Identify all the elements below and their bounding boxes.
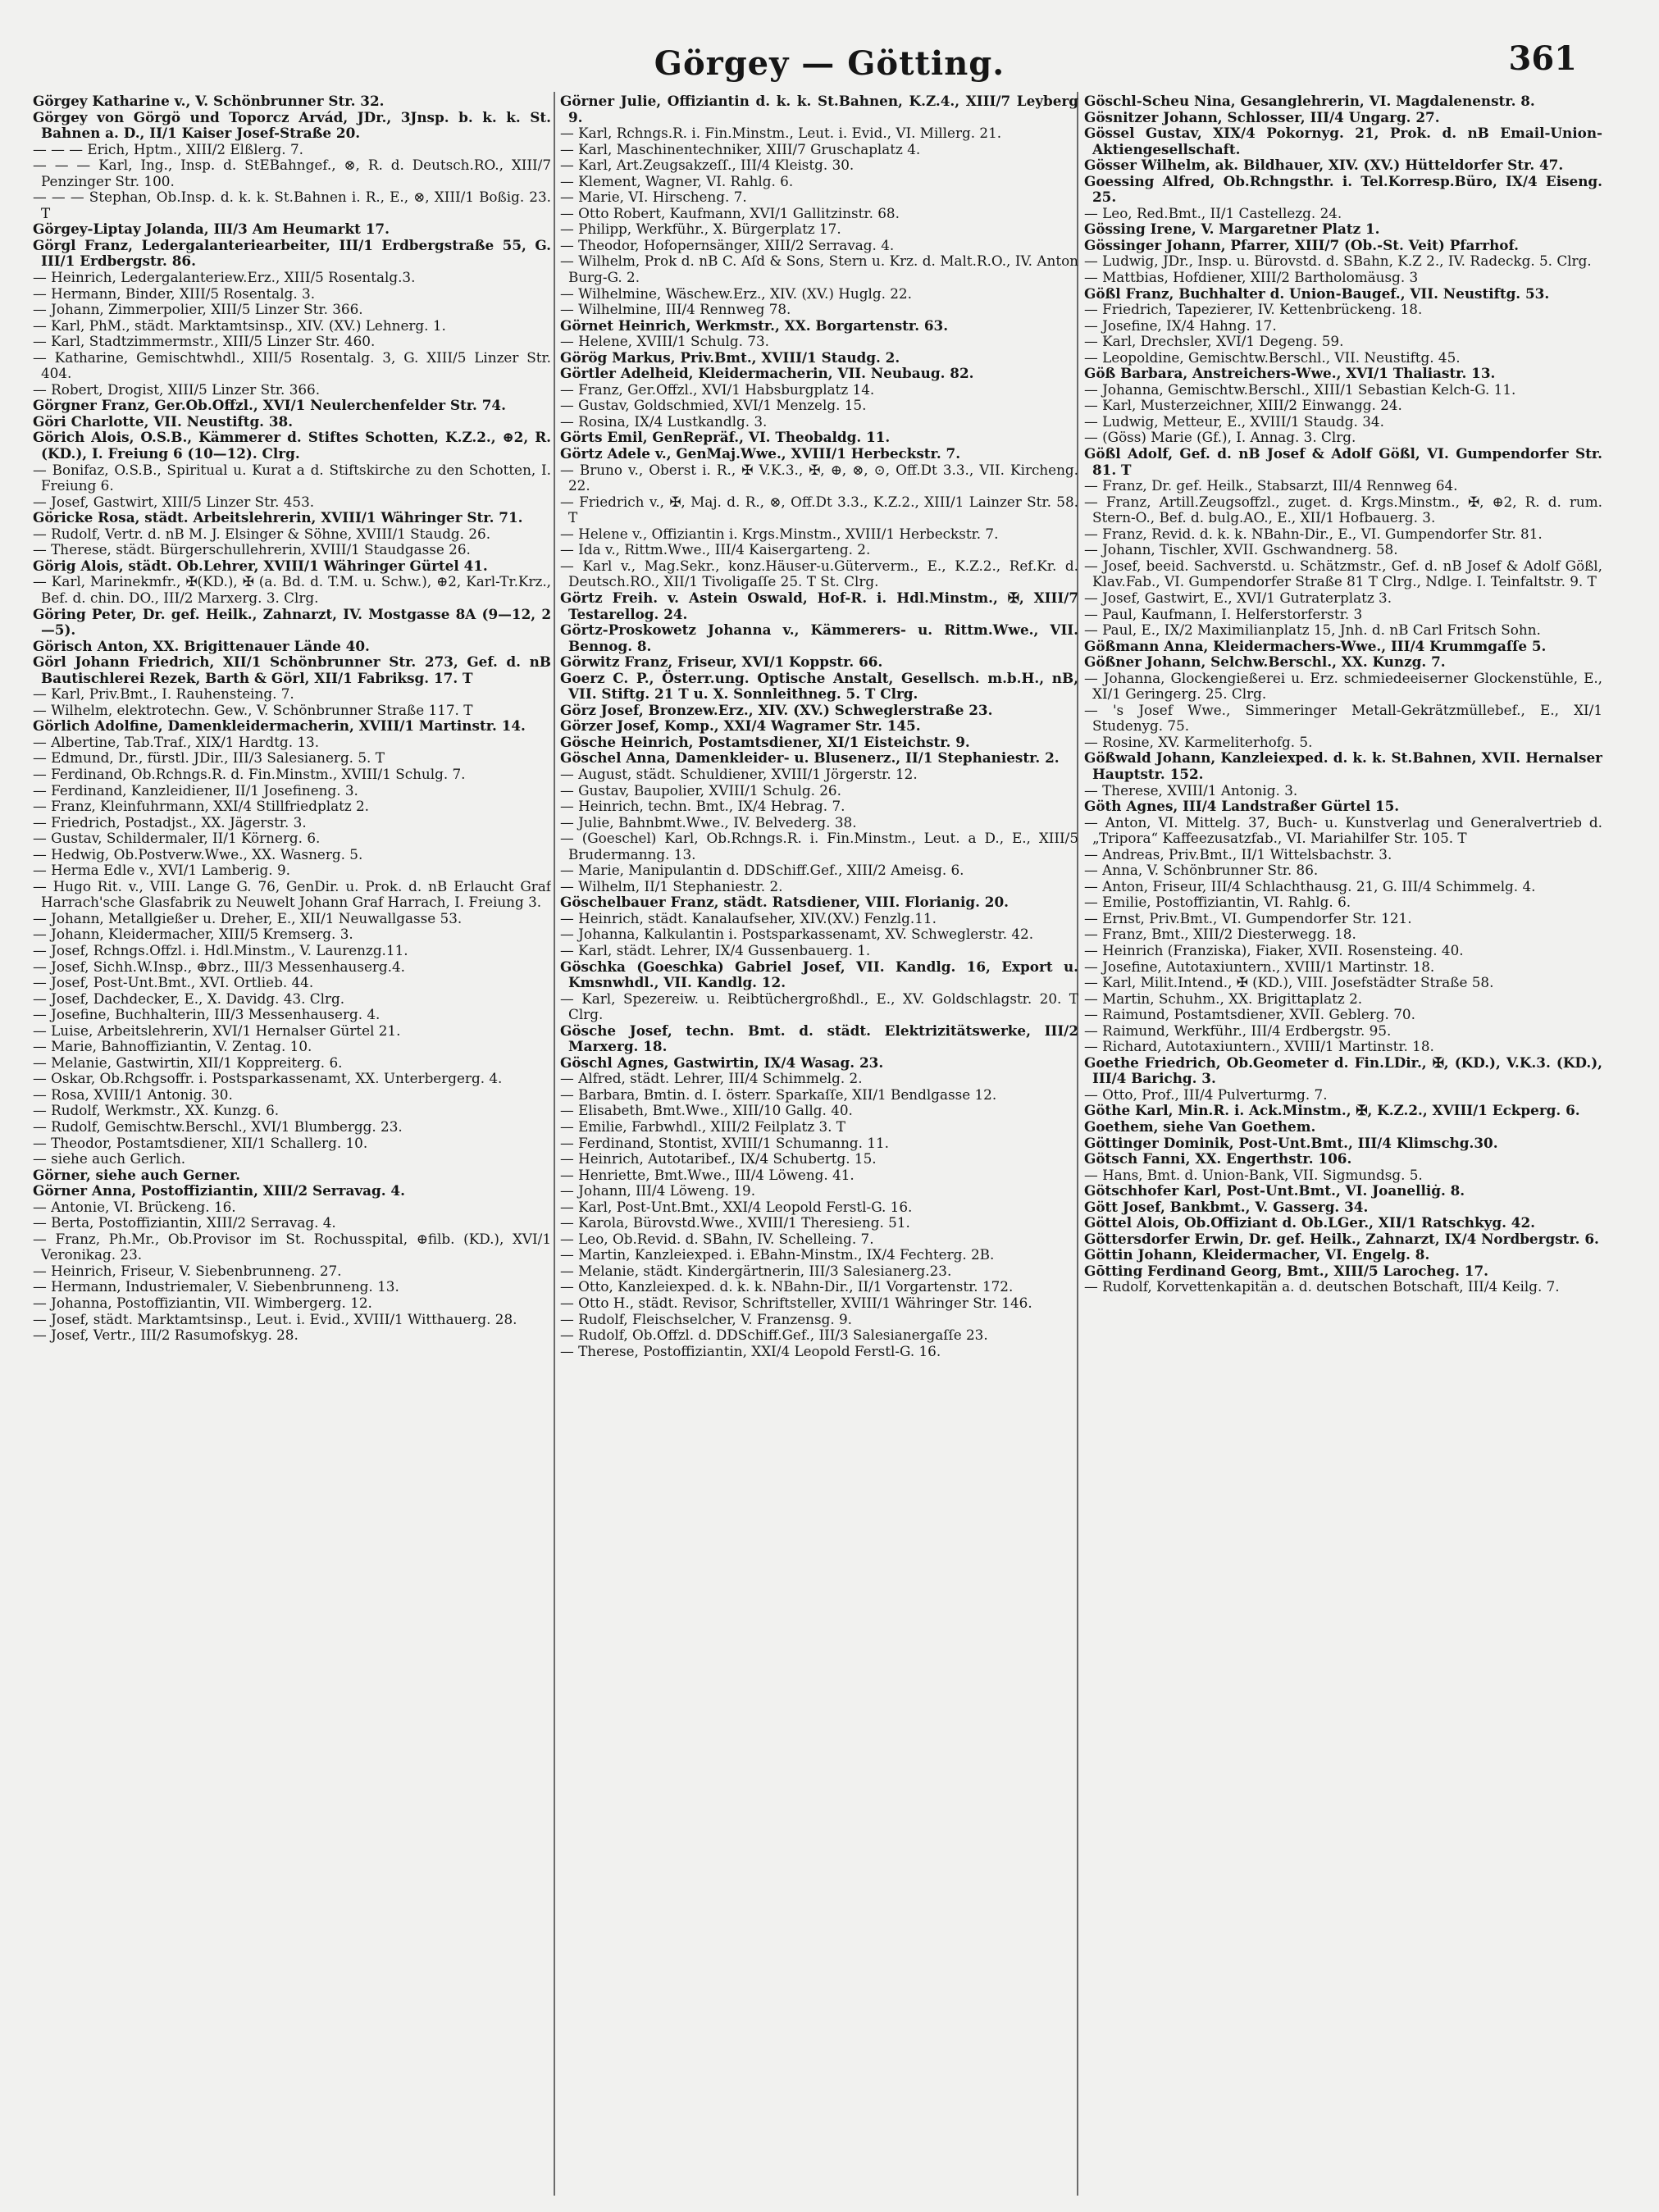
directory-entry: — Anna, V. Schönbrunner Str. 86.: [1084, 862, 1319, 879]
directory-entry: — Rosa, XVIII/1 Antonig. 30.: [33, 1086, 233, 1103]
directory-entry: — Gustav, Goldschmied, XVI/1 Menzelg. 15.: [560, 397, 867, 414]
directory-entry: — Albertine, Tab.Traf., XIX/1 Hardtg. 13.: [33, 733, 320, 750]
directory-entry: Gōtting Ferdinand Georg, Bmt., XIII/5 Larocheg. 17.: [1084, 1262, 1488, 1279]
directory-entry: Goethem, siehe Van Goethem.: [1084, 1118, 1316, 1135]
directory-entry: Götschhofer Karl, Post-Unt.Bmt., VI. Joanelliġ. 8.: [1084, 1182, 1465, 1199]
directory-entry: — Alfred, städt. Lehrer, III/4 Schimmelg. 2.: [560, 1070, 863, 1087]
directory-entry: — Anton, VI. Mittelg. 37, Buch- u. Kunstverlag und Generalvertrieb d. „Tripora“ Kaffeezusatzfab., VI. Mariahilfer Str. 105. T: [1084, 813, 1602, 847]
directory-entry: — (Göss) Marie (Gf.), I. Annag. 3. Clrg.: [1084, 429, 1356, 446]
directory-entry: Gößl Adolf, Gef. d. nB Josef & Adolf Gößl, VI. Gumpendorfer Str. 81. T: [1084, 445, 1602, 478]
directory-entry: — Johanna, Kalkulantin i. Postsparkassenamt, XV. Schweglerstr. 42.: [560, 926, 1034, 943]
directory-entry: Görzer Josef, Komp., XXI/4 Wagramer Str. 145.: [560, 717, 921, 735]
directory-entry: — Martin, Schuhm., XX. Brigittaplatz 2.: [1084, 990, 1363, 1007]
directory-entry: — Gustav, Baupolier, XVIII/1 Schulg. 26.: [560, 781, 841, 799]
directory-entry: — Edmund, Dr., fürstl. JDir., III/3 Salesianerg. 5. T: [33, 749, 385, 767]
directory-entry: — Johann, III/4 Löweng. 19.: [560, 1182, 756, 1199]
directory-entry: Görts Emil, GenRepräf., VI. Theobaldg. 11.: [560, 429, 891, 446]
page-header: [0, 39, 1659, 89]
directory-entry: — Heinrich, Ledergalanteriew.Erz., XIII/5 Rosentalg.3.: [33, 269, 416, 286]
directory-entry: Göttel Alois, Ob.Offiziant d. Ob.LGer., XII/1 Ratschkyg. 42.: [1084, 1214, 1535, 1231]
directory-entry: — Franz, Revid. d. k. k. NBahn-Dir., E., VI. Gumpendorfer Str. 81.: [1084, 525, 1543, 542]
directory-entry: Görgey-Liptay Jolanda, III/3 Am Heumarkt 17.: [33, 221, 390, 238]
directory-entry: — Josef, Gastwirt, XIII/5 Linzer Str. 453.: [33, 493, 315, 510]
directory-entry: — Wilhelm, II/1 Stephaniestr. 2.: [560, 877, 783, 894]
directory-entry: Gössing Irene, V. Margaretner Platz 1.: [1084, 221, 1380, 238]
directory-entry: — Theodor, Hofopernsänger, XIII/2 Serravag. 4.: [560, 236, 895, 253]
directory-entry: Görög Markus, Priv.Bmt., XVIII/1 Staudg. 2.: [560, 348, 900, 366]
directory-entry: — Berta, Postoffiziantin, XIII/2 Serravag. 4.: [33, 1214, 336, 1231]
directory-entry: — Karl, Rchngs.R. i. Fin.Minstm., Leut. i. Evid., VI. Millerg. 21.: [560, 125, 1002, 142]
directory-entry: — Franz, Bmt., XIII/2 Diesterwegg. 18.: [1084, 926, 1356, 943]
page-number: 361: [1508, 39, 1577, 78]
directory-entry: — Karl v., Mag.Sekr., konz.Häuser-u.Güterverm., E., K.Z.2., Ref.Kr. d. Deutsch.RO., XII/1 Tivoligaſſe 25. T St. Clrg.: [560, 557, 1078, 590]
directory-entry: — Rudolf, Werkmstr., XX. Kunzg. 6.: [33, 1102, 280, 1119]
directory-entry: — Ludwig, JDr., Insp. u. Bürovstd. d. SBahn, K.Z 2., IV. Radeckg. 5. Clrg.: [1084, 253, 1592, 270]
directory-entry: Görtz-Proskowetz Johanna v., Kämmerers- u. Rittm.Wwe., VII. Bennog. 8.: [560, 621, 1078, 654]
directory-entry: Görig Alois, städt. Ob.Lehrer, XVIII/1 Währinger Gürtel 41.: [33, 557, 488, 574]
directory-entry: — Josef, städt. Marktamtsinsp., Leut. i. Evid., XVIII/1 Witthauerg. 28.: [33, 1310, 517, 1327]
directory-entry: Gößner Johann, Selchw.Berschl., XX. Kunzg. 7.: [1084, 653, 1446, 671]
directory-entry: — Ferdinand, Stontist, XVIII/1 Schumanng. 11.: [560, 1134, 889, 1151]
directory-entry: — Karl, Drechsler, XVI/1 Degeng. 59.: [1084, 333, 1344, 350]
directory-entry: — Johann, Kleidermacher, XIII/5 Kremserg. 3.: [33, 926, 353, 943]
directory-entry: — Bonifaz, O.S.B., Spiritual u. Kurat a d. Stiftskirche zu den Schotten, I. Freiung 6.: [33, 461, 551, 494]
directory-entry: — Johanna, Gemischtw.Berschl., XIII/1 Sebastian Kelch-G. 11.: [1084, 380, 1516, 398]
directory-entry: — Katharine, Gemischtwhdl., XIII/5 Rosentalg. 3, G. XIII/5 Linzer Str. 404.: [33, 348, 551, 382]
directory-entry: — Friedrich v., ✠, Maj. d. R., ⊗, Off.Dt 3.3., K.Z.2., XIII/1 Lainzer Str. 58. T: [560, 493, 1078, 526]
directory-entry: Göschelbauer Franz, städt. Ratsdiener, VIII. Florianig. 20.: [560, 894, 1009, 911]
directory-entry: Görwitz Franz, Friseur, XVI/1 Koppstr. 66.: [560, 653, 883, 671]
directory-entry: — Heinrich, städt. Kanalaufseher, XIV.(XV.) Fenzlg.11.: [560, 909, 937, 926]
directory-entry: — Therese, Postoffiziantin, XXI/4 Leopold Ferstl-G. 16.: [560, 1342, 941, 1359]
directory-entry: — Franz, Ger.Offzl., XVI/1 Habsburgplatz 14.: [560, 380, 875, 398]
directory-entry: — Franz, Kleinfuhrmann, XXI/4 Stillfriedplatz 2.: [33, 798, 370, 815]
directory-entry: Gößl Franz, Buchhalter d. Union-Baugef., VII. Neustiftg. 53.: [1084, 284, 1550, 302]
directory-entry: Goerz C. P., Österr.ung. Optische Anstalt, Gesellsch. m.b.H., nB, VII. Stiftg. 21 T u. X. Sonnleithneg. 5. T Clrg.: [560, 669, 1078, 703]
directory-entry: — Hedwig, Ob.Postverw.Wwe., XX. Wasnerg. 5.: [33, 845, 363, 862]
directory-entry: — Barbara, Bmtin. d. I. österr. Sparkaſſe, XII/1 Bendlgasse 12.: [560, 1086, 997, 1103]
directory-entry: — Heinrich, techn. Bmt., IX/4 Hebrag. 7.: [560, 798, 845, 815]
directory-entry: — Marie, Manipulantin d. DDSchiff.Gef., XIII/2 Ameisg. 6.: [560, 862, 964, 879]
directory-entry: — siehe auch Gerlich.: [33, 1150, 186, 1167]
directory-entry: Görich Alois, O.S.B., Kämmerer d. Stiftes Schotten, K.Z.2., ⊕2, R. (KD.), I. Freiung 6 (10—12). Clrg.: [33, 429, 551, 462]
directory-entry: — Otto, Kanzleiexped. d. k. k. NBahn-Dir., II/1 Vorgartenstr. 172.: [560, 1278, 1014, 1295]
directory-entry: — Franz, Artill.Zeugsoffzl., zuget. d. Krgs.Minstm., ✠, ⊕2, R. d. rum. Stern-O., Bef. d. bulg.AO., E., XII/1 Hofbauerg. 3.: [1084, 493, 1602, 526]
directory-entry: — Josef, Sichh.W.Insp., ⊕brz., III/3 Messenhauserg.4.: [33, 958, 405, 975]
directory-entry: Gött Josef, Bankbmt., V. Gasserg. 34.: [1084, 1198, 1369, 1215]
directory-entry: — Richard, Autotaxiuntern., XVIII/1 Martinstr. 18.: [1084, 1038, 1434, 1055]
directory-entry: — Otto H., städt. Revisor, Schriftsteller, XVIII/1 Währinger Str. 146.: [560, 1295, 1032, 1312]
directory-entry: — Karl, Marinekmfr., ✠(KD.), ✠ (a. Bd. d. T.M. u. Schw.), ⊕2, Karl-Tr.Krz., Bef. d. chin. DO., III/2 Marxerg. 3. Clrg.: [33, 573, 551, 606]
directory-entry: Gösser Wilhelm, ak. Bildhauer, XIV. (XV.) Hütteldorfer Str. 47.: [1084, 157, 1564, 174]
directory-entry: — Martin, Kanzleiexped. i. EBahn-Minstm., IX/4 Fechterg. 2B.: [560, 1246, 995, 1263]
directory-entry: — Rosina, IX/4 Lustkandlg. 3.: [560, 412, 768, 430]
directory-entry: — Bruno v., Oberst i. R., ✠ V.K.3., ✠, ⊕, ⊗, ⊙, Off.Dt 3.3., VII. Kircheng. 22.: [560, 461, 1078, 494]
directory-entry: — Ferdinand, Ob.Rchngs.R. d. Fin.Minstm., XVIII/1 Schulg. 7.: [33, 765, 466, 782]
directory-entry: — Karl, Priv.Bmt., I. Rauhensteing. 7.: [33, 685, 294, 703]
directory-entry: — Josef, beeid. Sachverstd. u. Schätzmstr., Gef. d. nB Josef & Adolf Gößl, Klav.Fab., VI. Gumpendorfer Straße 81 T Clrg., Ndlge. I. Teinfaltstr. 9. T: [1084, 557, 1602, 590]
directory-entry: — Josef, Post-Unt.Bmt., XVI. Ortlieb. 44.: [33, 974, 314, 991]
directory-entry: Göth Agnes, III/4 Landstraßer Gürtel 15.: [1084, 798, 1400, 815]
directory-entry: Görgey Katharine v., V. Schönbrunner Str. 32.: [33, 93, 385, 109]
directory-entry: Göring Peter, Dr. gef. Heilk., Zahnarzt, IV. Mostgasse 8A (9—12, 2—5).: [33, 605, 551, 639]
directory-entry: — Josef, Rchngs.Offzl. i. Hdl.Minstm., V. Laurenzg.11.: [33, 941, 408, 958]
directory-entry: — Rosine, XV. Karmeliterhofg. 5.: [1084, 733, 1313, 750]
directory-entry: — Philipp, Werkführ., X. Bürgerplatz 17.: [560, 221, 841, 238]
directory-entry: — Karl, Maschinentechniker, XIII/7 Gruschaplatz 4.: [560, 140, 921, 157]
directory-entry: — Anton, Friseur, III/4 Schlachthausg. 21, G. III/4 Schimmelg. 4.: [1084, 877, 1536, 894]
directory-entry: — Franz, Ph.Mr., Ob.Provisor im St. Rochusspital, ⊕filb. (KD.), XVI/1 Veronikag. 23.: [33, 1230, 551, 1263]
directory-entry: Görtz Adele v., GenMaj.Wwe., XVIII/1 Herbeckstr. 7.: [560, 445, 961, 462]
directory-entry: — Robert, Drogist, XIII/5 Linzer Str. 366.: [33, 380, 321, 398]
directory-entry: — Josefine, IX/4 Hahng. 17.: [1084, 316, 1277, 334]
directory-entry: — Leo, Ob.Revid. d. SBahn, IV. Schelleing. 7.: [560, 1230, 874, 1247]
directory-entry: — Wilhelmine, Wäschew.Erz., XIV. (XV.) Huglg. 22.: [560, 284, 912, 302]
directory-entry: Görner Anna, Postoffiziantin, XIII/2 Serravag. 4.: [33, 1182, 405, 1199]
directory-entry: Görl Johann Friedrich, XII/1 Schönbrunner Str. 273, Gef. d. nB Bautischlerei Rezek, Barth & Görl, XII/1 Fabriksg. 17. T: [33, 653, 551, 686]
directory-entry: — Heinrich, Autotaribef., IX/4 Schubertg. 15.: [560, 1150, 877, 1167]
directory-entry: Göthe Karl, Min.R. i. Ack.Minstm., ✠, K.Z.2., XVIII/1 Eckperg. 6.: [1084, 1102, 1580, 1119]
directory-entry: — Rudolf, Ob.Offzl. d. DDSchiff.Gef., III/3 Salesianergaſſe 23.: [560, 1327, 988, 1344]
directory-entry: — Helene, XVIII/1 Schulg. 73.: [560, 333, 769, 350]
directory-entry: — Marie, VI. Hirscheng. 7.: [560, 189, 747, 206]
directory-entry: — Josef, Vertr., III/2 Rasumofskyg. 28.: [33, 1327, 299, 1344]
directory-entry: — Rudolf, Gemischtw.Berschl., XVI/1 Blumbergg. 23.: [33, 1118, 403, 1135]
directory-entry: — Ludwig, Metteur, E., XVIII/1 Staudg. 34.: [1084, 412, 1384, 430]
directory-column-1: [33, 93, 551, 2192]
directory-entry: — — — Stephan, Ob.Insp. d. k. k. St.Bahnen i. R., E., ⊗, XIII/1 Boßig. 23. T: [33, 189, 551, 221]
directory-entry: Görisch Anton, XX. Brigittenauer Lände 40.: [33, 637, 370, 654]
directory-entry: — Theodor, Postamtsdiener, XII/1 Schallerg. 10.: [33, 1134, 368, 1151]
directory-entry: Götsch Fanni, XX. Engerthstr. 106.: [1084, 1150, 1352, 1167]
directory-entry: — Johanna, Glockengießerei u. Erz. schmiedeeiserner Glockenstühle, E., XI/1 Geringerg. 25. Clrg.: [1084, 669, 1602, 703]
directory-entry: Goessing Alfred, Ob.Rchngsthr. i. Tel.Korresp.Büro, IX/4 Eiseng. 25.: [1084, 172, 1602, 206]
directory-entry: Görz Josef, Bronzew.Erz., XIV. (XV.) Schweglerstraße 23.: [560, 701, 993, 718]
directory-entry: — Franz, Dr. gef. Heilk., Stabsarzt, III/4 Rennweg 64.: [1084, 477, 1458, 494]
directory-entry: — Josefine, Buchhalterin, III/3 Messenhauserg. 4.: [33, 1006, 381, 1023]
directory-entry: — Karl, städt. Lehrer, IX/4 Gussenbauerg. 1.: [560, 941, 871, 958]
directory-entry: — Josef, Dachdecker, E., X. Davidg. 43. Clrg.: [33, 990, 345, 1007]
directory-entry: Göß Barbara, Anstreichers-Wwe., XVI/1 Thaliastr. 13.: [1084, 365, 1496, 382]
directory-entry: — Melanie, Gastwirtin, XII/1 Koppreiterg. 6.: [33, 1054, 343, 1071]
directory-entry: — Karl, Spezereiw. u. Reibtüchergroßhdl., E., XV. Goldschlagstr. 20. T Clrg.: [560, 990, 1078, 1023]
directory-column-3: [1084, 93, 1602, 2192]
directory-entry: Göri Charlotte, VII. Neustiftg. 38.: [33, 412, 294, 430]
directory-entry: — Hermann, Binder, XIII/5 Rosentalg. 3.: [33, 284, 316, 302]
directory-entry: — Josef, Gastwirt, E., XVI/1 Gutraterplatz 3.: [1084, 589, 1392, 606]
directory-entry: — Oskar, Ob.Rchgsoffr. i. Postsparkassenamt, XX. Unterbergerg. 4.: [33, 1070, 503, 1087]
directory-entry: Görlich Adolfine, Damenkleidermacherin, XVIII/1 Martinstr. 14.: [33, 717, 526, 735]
directory-entry: — Leopoldine, Gemischtw.Berschl., VII. Neustiftg. 45.: [1084, 348, 1461, 366]
directory-entry: Gößwald Johann, Kanzleiexped. d. k. k. St.Bahnen, XVII. Hernalser Hauptstr. 152.: [1084, 749, 1602, 782]
directory-entry: — Otto, Prof., III/4 Pulverturmg. 7.: [1084, 1086, 1328, 1103]
directory-entry: — Emilie, Farbwhdl., XIII/2 Feilplatz 3. T: [560, 1118, 845, 1135]
directory-entry: — Elisabeth, Bmt.Wwe., XIII/10 Gallg. 40.: [560, 1102, 853, 1119]
directory-entry: — Wilhelm, Prok d. nB C. Aſd & Sons, Stern u. Krz. d. Malt.R.O., IV. Anton Burg-G. 2.: [560, 253, 1078, 286]
directory-entry: — Herma Edle v., XVI/1 Lamberig. 9.: [33, 862, 290, 879]
directory-entry: — Heinrich (Franziska), Fiaker, XVII. Rosensteing. 40.: [1084, 941, 1464, 958]
directory-entry: — (Goeschel) Karl, Ob.Rchngs.R. i. Fin.Minstm., Leut. a D., E., XIII/5 Brudermanng. 13.: [560, 830, 1078, 862]
directory-entry: — 's Josef Wwe., Simmeringer Metall-Gekrätzmüllebef., E., XI/1 Studenyg. 75.: [1084, 701, 1602, 735]
directory-entry: — Antonie, VI. Brückeng. 16.: [33, 1198, 236, 1215]
directory-entry: Göttinger Dominik, Post-Unt.Bmt., III/4 Klimschg.30.: [1084, 1134, 1498, 1151]
directory-entry: — Therese, XVIII/1 Antonig. 3.: [1084, 781, 1298, 799]
directory-entry: Görtz Freih. v. Astein Oswald, Hof-R. i. Hdl.Minstm., ✠, XIII/7 Testarellog. 24.: [560, 589, 1078, 622]
directory-entry: Görner, siehe auch Gerner.: [33, 1166, 240, 1183]
directory-entry: — Emilie, Postoffiziantin, VI. Rahlg. 6.: [1084, 894, 1351, 911]
directory-entry: — Karl, Stadtzimmermstr., XIII/5 Linzer Str. 460.: [33, 333, 376, 350]
directory-entry: — August, städt. Schuldiener, XVIII/1 Jörgerstr. 12.: [560, 765, 918, 782]
directory-entry: Göschl-Scheu Nina, Gesanglehrerin, VI. Magdalenenstr. 8.: [1084, 93, 1535, 109]
directory-entry: — Hugo Rit. v., VIII. Lange G. 76, GenDir. u. Prok. d. nB Erlaucht Graf Harrach'sche Glasfabrik zu Neuwelt Johann Graf Harrach, I. Freiung 3.: [33, 877, 551, 911]
directory-entry: — Rudolf, Vertr. d. nB M. J. Elsinger & Söhne, XVIII/1 Staudg. 26.: [33, 525, 491, 542]
directory-entry: — Josefine, Autotaxiuntern., XVIII/1 Martinstr. 18.: [1084, 958, 1435, 975]
directory-entry: — Johann, Metallgießer u. Dreher, E., XII/1 Neuwallgasse 53.: [33, 909, 463, 926]
directory-entry: Gösnitzer Johann, Schlosser, III/4 Ungarg. 27.: [1084, 108, 1440, 125]
directory-entry: Göschl Agnes, Gastwirtin, IX/4 Wasag. 23.: [560, 1054, 884, 1071]
directory-entry: — Andreas, Priv.Bmt., II/1 Wittelsbachstr. 3.: [1084, 845, 1392, 862]
directory-entry: Gössinger Johann, Pfarrer, XIII/7 (Ob.-St. Veit) Pfarrhof.: [1084, 236, 1519, 253]
directory-entry: — Heinrich, Friseur, V. Siebenbrunneng. 27.: [33, 1262, 342, 1279]
directory-entry: — Johann, Zimmerpolier, XIII/5 Linzer Str. 366.: [33, 301, 363, 318]
directory-entry: — Rudolf, Korvettenkapitän a. d. deutschen Botschaft, III/4 Keilg. 7.: [1084, 1278, 1560, 1295]
directory-entry: Göschel Anna, Damenkleider- u. Blusenerz., II/1 Stephaniestr. 2.: [560, 749, 1060, 767]
directory-entry: — Hans, Bmt. d. Union-Bank, VII. Sigmundsg. 5.: [1084, 1166, 1423, 1183]
directory-entry: — Julie, Bahnbmt.Wwe., IV. Belvederg. 38.: [560, 813, 857, 831]
directory-entry: Görgner Franz, Ger.Ob.Offzl., XVI/1 Neulerchenfelder Str. 74.: [33, 397, 506, 414]
directory-entry: — Marie, Bahnoffiziantin, V. Zentag. 10.: [33, 1038, 312, 1055]
directory-entry: Gößmann Anna, Kleidermachers-Wwe., III/4 Krummgaſſe 5.: [1084, 637, 1547, 654]
directory-entry: Görgl Franz, Ledergalanteriearbeiter, III/1 Erdbergstraße 55, G. III/1 Erdbergstr. 86.: [33, 236, 551, 270]
directory-entry: — Helene v., Offiziantin i. Krgs.Minstm., XVIII/1 Herbeckstr. 7.: [560, 525, 999, 542]
directory-entry: — Henriette, Bmt.Wwe., III/4 Löweng. 41.: [560, 1166, 855, 1183]
column-divider: [554, 92, 555, 2196]
directory-entry: Göttersdorfer Erwin, Dr. gef. Heilk., Zahnarzt, IX/4 Nordbergstr. 6.: [1084, 1230, 1599, 1247]
directory-entry: Gösche Heinrich, Postamtsdiener, XI/1 Eisteichstr. 9.: [560, 733, 970, 750]
directory-entry: — Karola, Bürovstd.Wwe., XVIII/1 Theresieng. 51.: [560, 1214, 910, 1231]
directory-entry: — Otto Robert, Kaufmann, XVI/1 Gallitzinstr. 68.: [560, 204, 900, 221]
directory-entry: — Raimund, Werkführ., III/4 Erdbergstr. 95.: [1084, 1022, 1392, 1039]
directory-entry: — Karl, Milit.Intend., ✠ (KD.), VIII. Josefstädter Straße 58.: [1084, 974, 1494, 991]
directory-entry: — Karl, Musterzeichner, XIII/2 Einwangg. 24.: [1084, 397, 1402, 414]
directory-entry: — Karl, Post-Unt.Bmt., XXI/4 Leopold Ferstl-G. 16.: [560, 1198, 913, 1215]
directory-entry: Görgey von Görgö und Toporcz Arvád, JDr., 3Jnsp. b. k. k. St. Bahnen a. D., II/1 Kaiser Josef-Straße 20.: [33, 108, 551, 142]
directory-entry: — Karl, Art.Zeugsakzeſſ., III/4 Kleistg. 30.: [560, 157, 855, 174]
directory-column-2: [560, 93, 1078, 2192]
directory-entry: — Therese, städt. Bürgerschullehrerin, XVIII/1 Staudgasse 26.: [33, 541, 471, 558]
directory-entry: — Hermann, Industriemaler, V. Siebenbrunneng. 13.: [33, 1278, 399, 1295]
directory-entry: — Johann, Tischler, XVII. Gschwandnerg. 58.: [1084, 541, 1398, 558]
directory-entry: — Paul, Kaufmann, I. Helferstorferstr. 3: [1084, 605, 1363, 622]
directory-entry: — Friedrich, Tapezierer, IV. Kettenbrückeng. 18.: [1084, 301, 1423, 318]
directory-entry: — Karl, PhM., städt. Marktamtsinsp., XIV. (XV.) Lehnerg. 1.: [33, 316, 446, 334]
directory-entry: — Wilhelmine, III/4 Rennweg 78.: [560, 301, 791, 318]
directory-entry: — Ernst, Priv.Bmt., VI. Gumpendorfer Str. 121.: [1084, 909, 1412, 926]
directory-entry: Görtler Adelheid, Kleidermacherin, VII. Neubaug. 82.: [560, 365, 974, 382]
directory-entry: Gössel Gustav, XIX/4 Pokornyg. 21, Prok. d. nB Email-Union-Aktiengesellschaft.: [1084, 125, 1602, 157]
directory-entry: — Paul, E., IX/2 Maximilianplatz 15, Jnh. d. nB Carl Fritsch Sohn.: [1084, 621, 1541, 639]
directory-entry: — Wilhelm, elektrotechn. Gew., V. Schönbrunner Straße 117. T: [33, 701, 473, 718]
directory-entry: — Gustav, Schildermaler, II/1 Körnerg. 6.: [33, 830, 321, 847]
directory-entry: Gösche Josef, techn. Bmt. d. städt. Elektrizitätswerke, III/2 Marxerg. 18.: [560, 1022, 1078, 1055]
directory-entry: — Friedrich, Postadjst., XX. Jägerstr. 3.: [33, 813, 307, 831]
directory-entry: Göricke Rosa, städt. Arbeitslehrerin, XVIII/1 Währinger Str. 71.: [33, 509, 523, 526]
directory-entry: — Johanna, Postoffiziantin, VII. Wimbergerg. 12.: [33, 1295, 372, 1312]
running-head: Görgey — Götting.: [654, 44, 1005, 83]
directory-entry: Goethe Friedrich, Ob.Geometer d. Fin.LDir., ✠, (KD.), V.K.3. (KD.), III/4 Barichg. 3.: [1084, 1054, 1602, 1087]
directory-entry: — — — Erich, Hptm., XIII/2 Elßlerg. 7.: [33, 140, 303, 157]
directory-entry: — Rudolf, Fleischselcher, V. Franzensg. 9.: [560, 1310, 853, 1327]
directory-entry: Göschka (Goeschka) Gabriel Josef, VII. Kandlg. 16, Export u. Kmsnwhdl., VII. Kandlg. 12.: [560, 958, 1078, 991]
directory-entry: Görner Julie, Offiziantin d. k. k. St.Bahnen, K.Z.4., XIII/7 Leyberg 9.: [560, 93, 1078, 125]
directory-entry: — Klement, Wagner, VI. Rahlg. 6.: [560, 172, 794, 189]
directory-entry: — Raimund, Postamtsdiener, XVII. Geblerg. 70.: [1084, 1006, 1415, 1023]
directory-entry: — — — Karl, Ing., Insp. d. StEBahngef., ⊗, R. d. Deutsch.RO., XIII/7 Penzinger Str. 100.: [33, 157, 551, 189]
directory-entry: — Ferdinand, Kanzleidiener, II/1 Josefineng. 3.: [33, 781, 358, 799]
directory-entry: — Luise, Arbeitslehrerin, XVI/1 Hernalser Gürtel 21.: [33, 1022, 401, 1039]
directory-entry: — Melanie, städt. Kindergärtnerin, III/3 Salesianerg.23.: [560, 1262, 952, 1279]
directory-entry: — Ida v., Rittm.Wwe., III/4 Kaisergarteng. 2.: [560, 541, 871, 558]
directory-entry: — Mattbias, Hofdiener, XIII/2 Bartholomäusg. 3: [1084, 269, 1419, 286]
directory-entry: — Leo, Red.Bmt., II/1 Castellezg. 24.: [1084, 204, 1342, 221]
directory-entry: Görnet Heinrich, Werkmstr., XX. Borgartenstr. 63.: [560, 316, 949, 334]
directory-entry: Göttin Johann, Kleidermacher, VI. Engelg. 8.: [1084, 1246, 1430, 1263]
